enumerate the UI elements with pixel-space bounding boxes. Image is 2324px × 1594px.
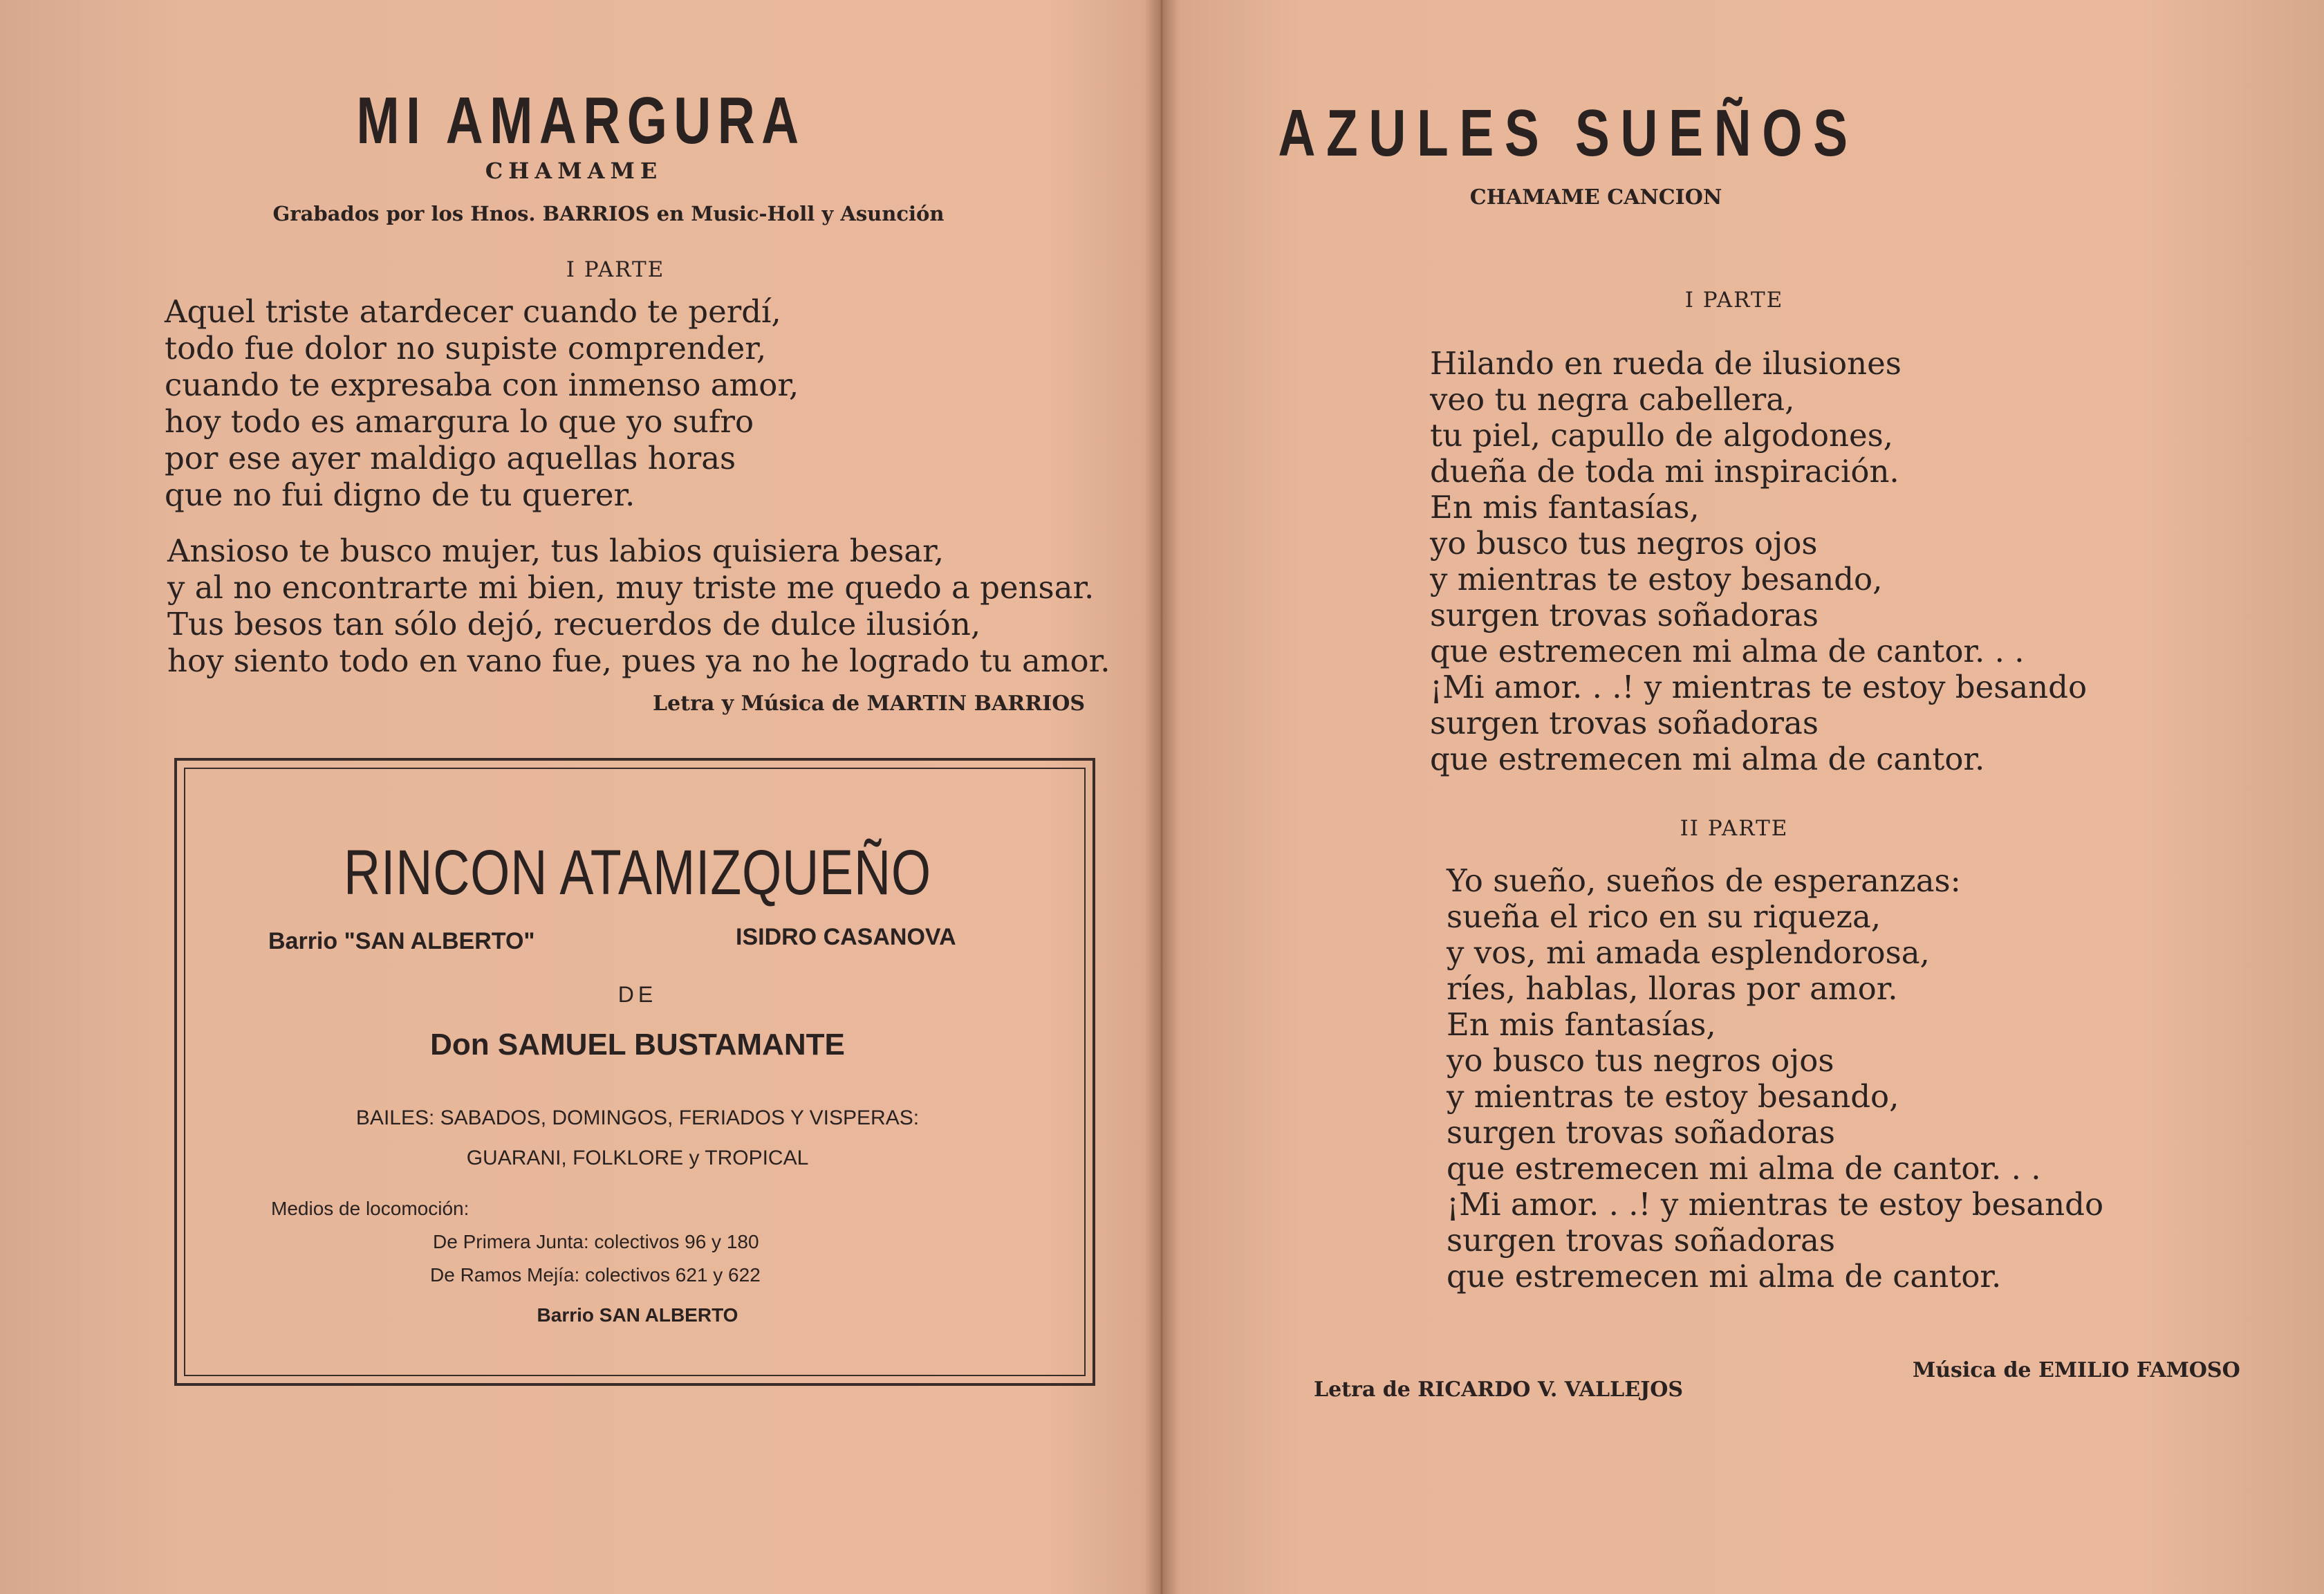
verse-line: y al no encontrarte mi bien, muy triste me quedo a pensar. bbox=[167, 569, 1095, 606]
verse-line: que estremecen mi alma de cantor. bbox=[1447, 1258, 2002, 1295]
verse-line: surgen trovas soñadoras bbox=[1447, 1114, 1835, 1151]
stanza-2 bbox=[167, 532, 1110, 679]
advertisement-box bbox=[174, 758, 1095, 1386]
verse-line: todo fue dolor no supiste comprender, bbox=[165, 330, 767, 367]
verse-line: Tus besos tan sólo dejó, recuerdos de dulce ilusión, bbox=[167, 606, 981, 642]
verse-line: hoy todo es amargura lo que yo sufro bbox=[165, 403, 754, 440]
verse-line: y mientras te estoy besando, bbox=[1430, 561, 1883, 597]
part-label: II PARTE bbox=[1680, 816, 1789, 841]
ad-locality: ISIDRO CASANOVA bbox=[736, 924, 956, 950]
song-credit: Letra y Música de MARTIN BARRIOS bbox=[653, 692, 1086, 716]
verse-line: y mientras te estoy besando, bbox=[1447, 1078, 1899, 1115]
song-subtitle: CHAMAME bbox=[485, 158, 663, 184]
ad-genres: GUARANI, FOLKLORE y TROPICAL bbox=[466, 1147, 809, 1169]
part-label: I PARTE bbox=[566, 257, 665, 282]
recorded-by-note: Grabados por los Hnos. BARRIOS en Music-Holl y Asunción bbox=[272, 202, 945, 225]
verse-line: que estremecen mi alma de cantor. bbox=[1430, 741, 1985, 777]
verse-line: yo busco tus negros ojos bbox=[1447, 1042, 1834, 1079]
verse-line: ríes, hablas, lloras por amor. bbox=[1447, 970, 1898, 1007]
verse-line: Ansioso te busco mujer, tus labios quisiera besar, bbox=[167, 532, 945, 569]
verse-line: cuando te expresaba con inmenso amor, bbox=[165, 367, 799, 403]
ad-transport-line: De Primera Junta: colectivos 96 y 180 bbox=[433, 1231, 759, 1252]
song-title: AZULES SUEÑOS bbox=[1278, 96, 1859, 170]
part-1-verse bbox=[1430, 346, 2087, 777]
verse-line: Hilando en rueda de ilusiones bbox=[1430, 345, 1902, 382]
verse-line: En mis fantasías, bbox=[1430, 489, 1700, 526]
verse-line: y vos, mi amada esplendorosa, bbox=[1447, 934, 1930, 971]
verse-line: En mis fantasías, bbox=[1447, 1006, 1716, 1043]
stanza-1 bbox=[165, 293, 799, 513]
part-label: I PARTE bbox=[1684, 288, 1784, 313]
verse-line: Yo sueño, sueños de esperanzas: bbox=[1447, 862, 1961, 899]
ad-transport-line: De Ramos Mejía: colectivos 621 y 622 bbox=[430, 1264, 761, 1286]
verse-line: hoy siento todo en vano fue, pues ya no he logrado tu amor. bbox=[167, 642, 1110, 679]
ad-owner: Don SAMUEL BUSTAMANTE bbox=[430, 1028, 845, 1062]
ad-transport-label: Medios de locomoción: bbox=[271, 1198, 470, 1219]
ad-dances: BAILES: SABADOS, DOMINGOS, FERIADOS Y VISPERAS: bbox=[355, 1106, 920, 1129]
right-page bbox=[1167, 0, 2324, 1594]
part-2-verse bbox=[1447, 863, 2103, 1295]
verse-line: por ese ayer maldigo aquellas horas bbox=[165, 440, 736, 476]
song-subtitle: CHAMAME CANCION bbox=[1469, 185, 1722, 210]
verse-line: surgen trovas soñadoras bbox=[1430, 705, 1819, 741]
music-credit: Música de EMILIO FAMOSO bbox=[1913, 1358, 2240, 1382]
left-page bbox=[0, 0, 1153, 1594]
verse-line: ¡Mi amor. . .! y mientras te estoy besando bbox=[1447, 1186, 2104, 1223]
verse-line: surgen trovas soñadoras bbox=[1447, 1222, 1835, 1259]
verse-line: sueña el rico en su riqueza, bbox=[1447, 898, 1881, 935]
verse-line: veo tu negra cabellera, bbox=[1430, 381, 1795, 418]
verse-line: que no fui digno de tu querer. bbox=[165, 476, 635, 513]
verse-line: Aquel triste atardecer cuando te perdí, bbox=[165, 293, 781, 330]
verse-line: tu piel, capullo de algodones, bbox=[1430, 417, 1893, 454]
ad-barrio: Barrio "SAN ALBERTO" bbox=[268, 928, 535, 954]
lyrics-credit: Letra de RICARDO V. VALLEJOS bbox=[1314, 1378, 1684, 1402]
verse-line: surgen trovas soñadoras bbox=[1430, 597, 1819, 633]
ad-footer: Barrio SAN ALBERTO bbox=[537, 1304, 738, 1326]
verse-line: que estremecen mi alma de cantor. . . bbox=[1430, 633, 2025, 669]
song-title: MI AMARGURA bbox=[356, 84, 806, 158]
verse-line: que estremecen mi alma de cantor. . . bbox=[1447, 1150, 2041, 1187]
verse-line: dueña de toda mi inspiración. bbox=[1430, 453, 1899, 490]
ad-de: DE bbox=[617, 982, 658, 1007]
verse-line: ¡Mi amor. . .! y mientras te estoy besando bbox=[1430, 669, 2088, 705]
ad-title: RINCON ATAMIZQUEÑO bbox=[344, 837, 931, 908]
verse-line: yo busco tus negros ojos bbox=[1430, 525, 1818, 562]
